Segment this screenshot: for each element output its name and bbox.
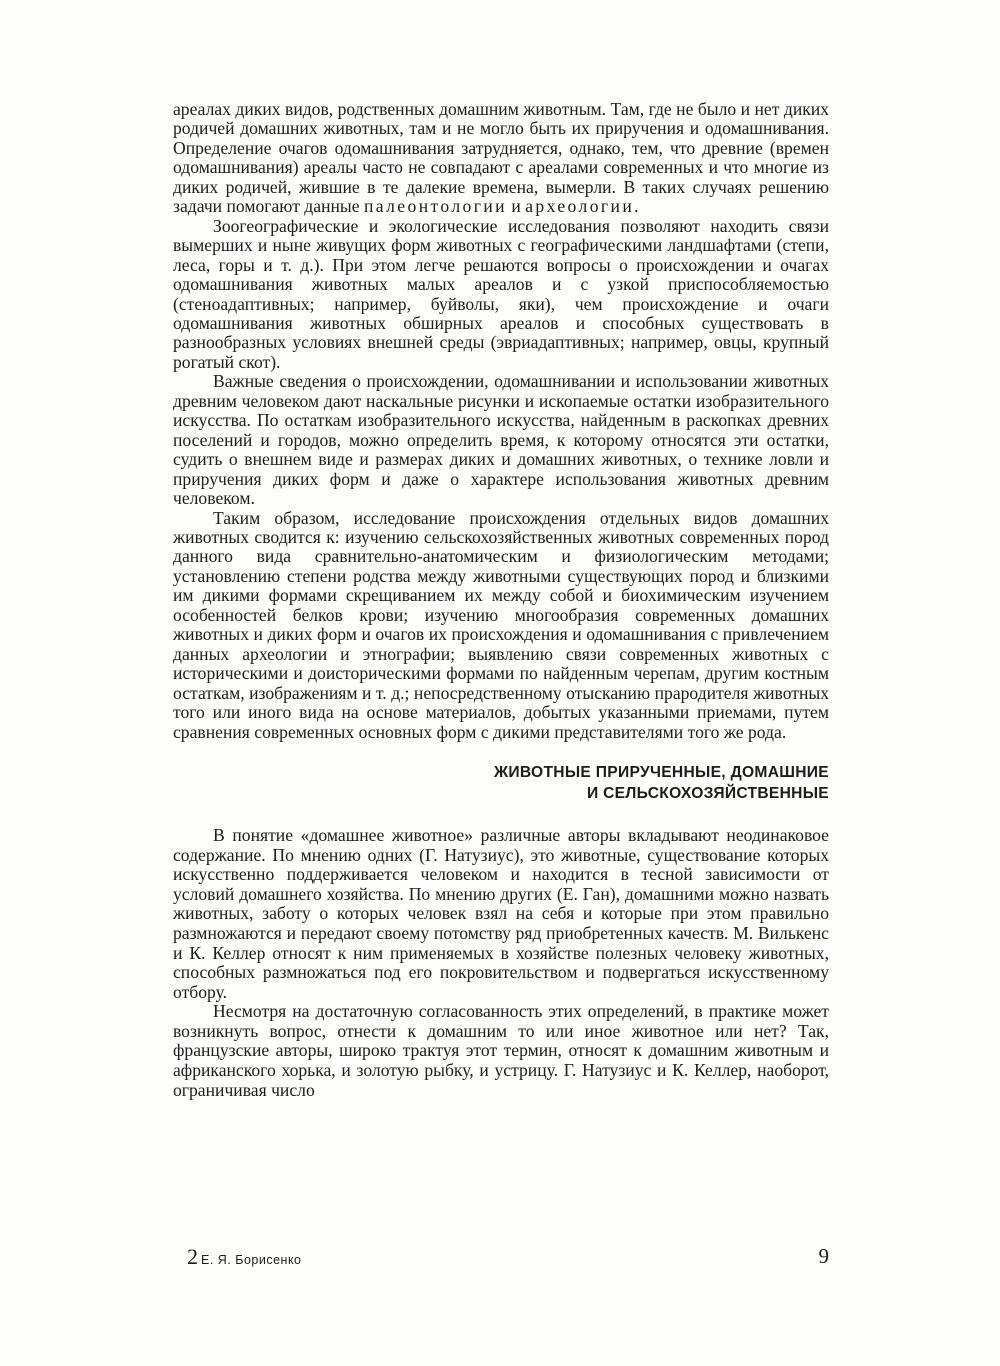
paragraph-text: ареалах диких видов, родственных домашним животным. Там, где не было и нет диких родичей домашних животных, там и не могло быть их приручения и одомашнивания. Определение очагов одомашнивания затрудняется, однако, тем, что древние (времен одомашнивания) ареалы часто не совпадают с ареалами современных и что многие из диких родичей, жившие в те далекие времена, вымерли. В таких случаях решению задачи помогают данные [173, 99, 829, 217]
paragraph-text: и [506, 196, 526, 217]
section-heading [173, 762, 829, 804]
page-body [173, 100, 829, 1100]
paragraph-intro [173, 100, 829, 217]
paragraph-zoogeography: Зоогеографические и экологические исследования позволяют находить связи вымерших и ныне живущих форм животных с географическими ландшафтами (степи, леса, горы и т. д.). При этом легче решаются вопросы о происхождении и очагах одомашнивания животных малых ареалов и с узкой приспособляемостью (стеноадаптивных; например, буйволы, яки), чем происхождение и очаги одомашнивания животных обширных ареалов и способных существовать в разнообразных условиях внешней среды (эвриадаптивных; например, овцы, крупный рогатый скот). [173, 215, 829, 372]
paragraph-definitions: В понятие «домашнее животное» различные авторы вкладывают неодинаковое содержание. По мнению одних (Г. Натузиус), это животные, существование которых искусственно поддерживается человеком и находится в тесной зависимости от условий домашнего хозяйства. По мнению других (Е. Ган), домашними можно назвать животных, заботу о которых человек взял на себя и которые при этом правильно размножаются и передают своему потомству ряд приобретенных качеств. М. Вилькенс и К. Келлер относят к ним применяемых в хозяйстве полезных человеку животных, способных размножаться под его покровительством и подвергаться искусственному отбору. [173, 824, 829, 1002]
paragraph-methods: Таким образом, исследование происхождения отдельных видов домашних животных сводится к: изучению сельскохозяйственных животных современных пород данного вида сравнительно-анатомическим и физиологическим методами; установлению степени родства между животными существующих пород и близкими им дикими формами скрещиванием их между собой и биохимическим изучением особенностей белков крови; изучению многообразия современных домашних животных и диких форм и очагов их происхождения и одомашнивания с привлечением данных археологии и этнографии; выявлению связи современных животных с историческими и доисторическими формами по найденным черепам, другим костным остаткам, изображениям и т. д.; непосредственному отысканию прародителя животных того или иного вида на основе материалов, добытых указанными приемами, путем сравнения современных основных форм с дикими представителями того же рода. [173, 507, 829, 742]
signature-author: Е. Я. Борисенко [201, 1253, 302, 1267]
paragraph-text: . [634, 196, 639, 217]
section-heading-line-1: ЖИВОТНЫЕ ПРИРУЧЕННЫЕ, ДОМАШНИЕ [493, 763, 829, 781]
signature-number: 2 [187, 1244, 198, 1269]
paragraph-practice: Несмотря на достаточную согласованность этих определений, в практике может возникнуть вопрос, отнести к домашним то или иное животное или нет? Так, французские авторы, широко трактуя этот термин, относят к домашним животным и африканского хорька, и золотую рыбку, и устрицу. Г. Натузиус и К. Келлер, наоборот, ограничивая число [173, 1001, 829, 1100]
section-body [173, 826, 829, 1100]
page-number: 9 [818, 1244, 829, 1268]
paragraph-rock-art: Важные сведения о происхождении, одомашнивании и использовании животных древним человеком дают наскальные рисунки и ископаемые остатки изобразительного искусства. По остаткам изобразительного искусства, найденным в раскопках древних поселений и городов, можно определить время, к которому относятся эти остатки, судить о внешнем виде и размерах диких и домашних животных, о технике ловли и приручения диких форм и даже о характере использования животных древним человеком. [173, 371, 829, 509]
printer-signature [187, 1244, 302, 1270]
emphasis-term-paleontology: палеонтологии [363, 196, 507, 217]
section-heading-line-2: И СЕЛЬСКОХОЗЯЙСТВЕННЫЕ [586, 784, 829, 802]
page-footer [187, 1244, 829, 1274]
emphasis-term-archaeology: археологии [525, 196, 635, 217]
